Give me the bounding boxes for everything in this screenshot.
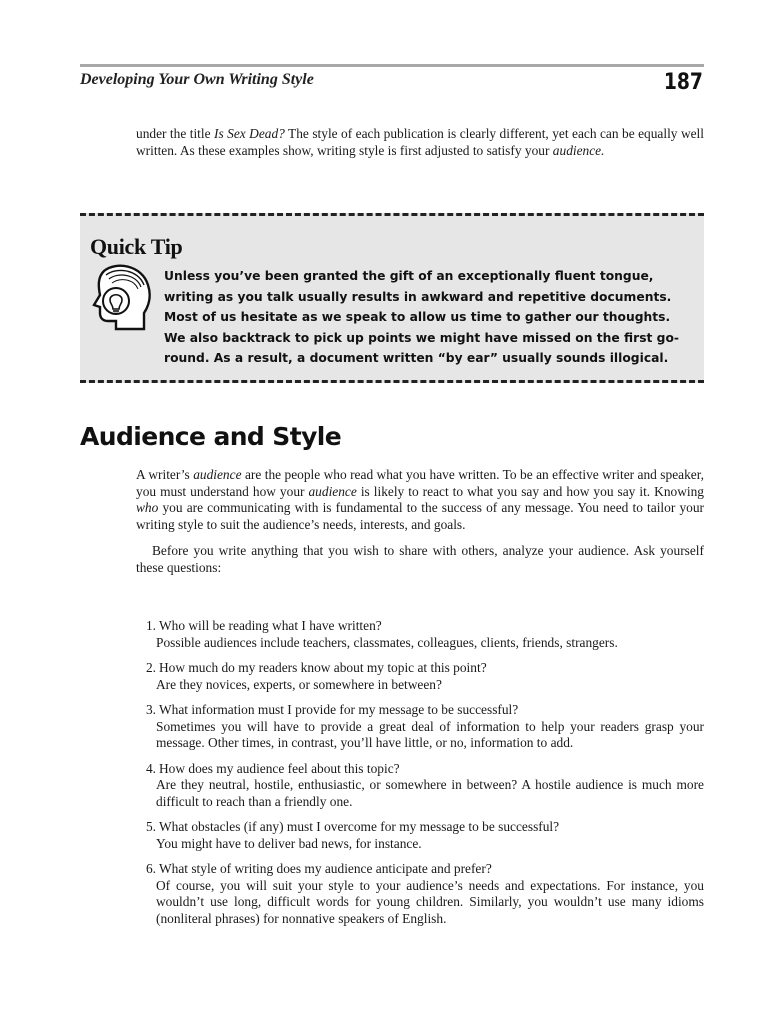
section-heading: Audience and Style xyxy=(80,422,342,451)
item-answer: Sometimes you will have to provide a great deal of information to help your readers grasp your message. Other times, in contrast, you’ll have little, or no, information to add. xyxy=(156,718,704,750)
item-number: 4. xyxy=(145,760,156,776)
p1-who: who xyxy=(136,500,159,515)
item-number: 5. xyxy=(145,819,156,834)
list-item xyxy=(136,660,704,693)
paragraph-1 xyxy=(136,467,704,533)
intro-middle: The style of each publication is clearly different, yet each can be equally well written. As these examples show, writing style is first adjusted to satisfy your xyxy=(136,126,704,158)
publication-title: Is Sex Dead? xyxy=(214,126,285,141)
item-answer: Are they neutral, hostile, enthusiastic, or somewhere in between? A hostile audience is much more difficult to reach than a friendly one. xyxy=(156,777,704,809)
item-question: Who will be reading what I have written? xyxy=(159,618,382,633)
p1-text-a: A writer’s xyxy=(136,467,194,482)
list-item xyxy=(136,618,704,651)
running-head: Developing Your Own Writing Style xyxy=(80,71,314,88)
item-question: What style of writing does my audience anticipate and prefer? xyxy=(159,861,492,876)
quick-tip-box xyxy=(80,213,704,383)
list-item xyxy=(136,702,704,752)
item-answer: You might have to deliver bad news, for instance. xyxy=(156,835,422,851)
item-number: 3. xyxy=(145,702,156,717)
item-question: How much do my readers know about my topic at this point? xyxy=(159,660,487,675)
list-item xyxy=(136,761,704,811)
list-item xyxy=(136,819,704,852)
section-body xyxy=(136,467,704,576)
header-rule xyxy=(80,64,704,67)
item-answer: Are they novices, experts, or somewhere in between? xyxy=(156,676,442,692)
item-answer: Possible audiences include teachers, classmates, colleagues, clients, friends, strangers. xyxy=(156,634,618,650)
lightbulb-head-icon xyxy=(86,263,154,335)
p1-text-d: you are communicating with is fundamental to the success of any message. You need to tailor your writing style to suit the audience’s needs, interests, and goals. xyxy=(136,500,704,532)
intro-audience: audience. xyxy=(552,142,605,158)
item-number: 2. xyxy=(145,660,156,675)
item-question: What obstacles (if any) must I overcome for my message to be successful? xyxy=(159,819,560,834)
p1-audience-1: audience xyxy=(193,467,242,482)
page-number: 187 xyxy=(663,70,703,95)
quick-tip-title: Quick Tip xyxy=(90,234,183,259)
item-question: How does my audience feel about this topic? xyxy=(159,760,400,776)
p1-text-c: is likely to react to what you say and how you say it. Knowing xyxy=(356,483,704,499)
paragraph-2: Before you write anything that you wish to share with others, analyze your audience. Ask yourself these questions: xyxy=(136,543,704,575)
intro-paragraph xyxy=(136,126,704,159)
question-list xyxy=(136,618,704,936)
list-item xyxy=(136,861,704,927)
intro-prefix: under the title xyxy=(136,126,215,141)
item-question: What information must I provide for my message to be successful? xyxy=(159,702,519,717)
item-number: 1. xyxy=(145,618,156,633)
p1-text-b: are the people who read what you have written. To be an effective writer and speaker, you must understand how your xyxy=(136,467,704,499)
item-number: 6. xyxy=(145,861,156,876)
p1-audience-2: audience xyxy=(308,483,357,499)
item-answer: Of course, you will suit your style to your audience’s needs and expectations. For instance, you wouldn’t use long, difficult words for young children. Similarly, you wouldn’t use many idioms (nonliteral phrases) for nonnative speakers of English. xyxy=(156,877,704,926)
quick-tip-text: Unless you’ve been granted the gift of an exceptionally fluent tongue, writing as you talk usually results in awkward and repetitive documents. Most of us hesitate as we speak to allow us time to gather our thoughts. We also backtrack to pick up points we might have missed on the first go-round. As a result, a document written “by ear” usually sounds illogical. xyxy=(164,269,680,365)
